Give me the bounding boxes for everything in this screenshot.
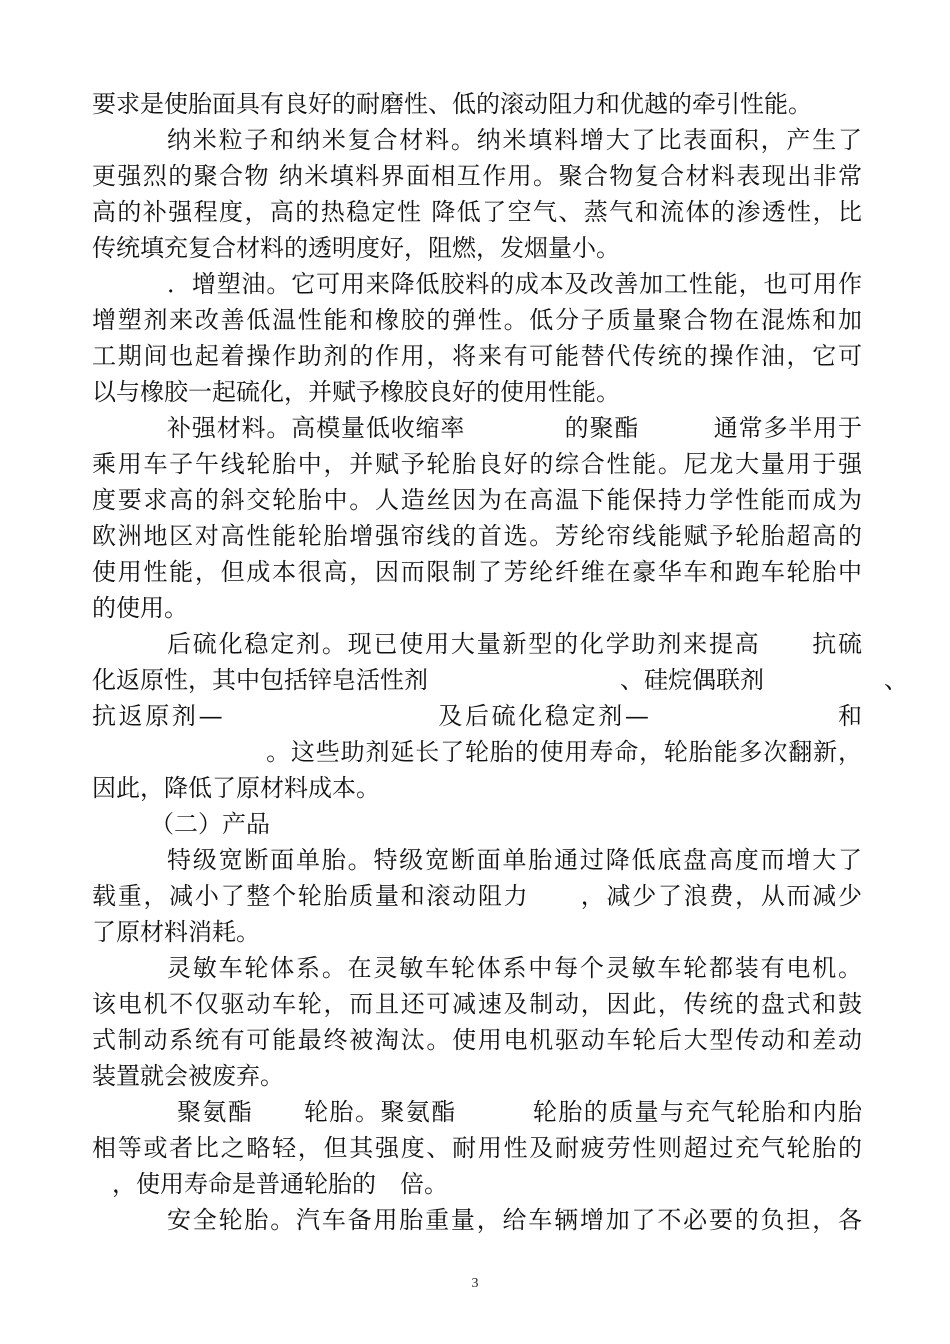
text-line: 以与橡胶一起硫化，并赋予橡胶良好的使用性能。 [92,378,620,406]
text-line: 装置就会被废弃。 [92,1062,284,1090]
text-line: 补强材料。高模量低收缩率 的聚酯 通常多半用于 [167,414,862,442]
text-line: 纳米粒子和纳米复合材料。纳米填料增大了比表面积，产生了 [167,126,862,154]
text-line: 高的补强程度，高的热稳定性 降低了空气、蒸气和流体的渗透性，比 [92,198,862,226]
text-line: 工期间也起着操作助剂的作用，将来有可能替代传统的操作油，它可 [92,342,862,370]
text-line: 特级宽断面单胎。特级宽断面单胎通过降低底盘高度而增大了 [167,846,862,874]
text-line: 使用性能，但成本很高，因而限制了芳纶纤维在豪华车和跑车轮胎中 [92,558,862,586]
text-line: 化返原性，其中包括锌皂活性剂 、硅烷偶联剂 、 [92,666,908,694]
text-line: 因此，降低了原材料成本。 [92,774,380,802]
page-number: 3 [471,1276,479,1291]
text-line: 灵敏车轮体系。在灵敏车轮体系中每个灵敏车轮都装有电机。 [167,954,862,982]
text-line: 要求是使胎面具有良好的耐磨性、低的滚动阻力和优越的牵引性能。 [92,90,812,118]
text-line: 安全轮胎。汽车备用胎重量，给车辆增加了不必要的负担，各 [167,1206,862,1234]
text-line: 的使用。 [92,594,188,622]
text-line: 欧洲地区对高性能轮胎增强帘线的首选。芳纶帘线能赋予轮胎超高的 [92,522,862,550]
text-line: 相等或者比之略轻，但其强度、耐用性及耐疲劳性则超过充气轮胎的 [92,1134,862,1162]
text-line: 后硫化稳定剂。现已使用大量新型的化学助剂来提高 抗硫 [167,630,862,658]
text-line: 度要求高的斜交轮胎中。人造丝因为在高温下能保持力学性能而成为 [92,486,862,514]
text-line: ，使用寿命是普通轮胎的 倍。 [112,1170,448,1198]
text-line: 传统填充复合材料的透明度好，阻燃，发烟量小。 [92,234,620,262]
text-line: 了原材料消耗。 [92,918,260,946]
text-line: 式制动系统有可能最终被淘汰。使用电机驱动车轮后大型传动和差动 [92,1026,862,1054]
text-line: 聚氨酯 轮胎。聚氨酯 轮胎的质量与充气轮胎和内胎 [177,1098,862,1126]
text-line: 载重，减小了整个轮胎质量和滚动阻力 ，减少了浪费，从而减少 [92,882,862,910]
text-line: 更强烈的聚合物 纳米填料界面相互作用。聚合物复合材料表现出非常 [92,162,862,190]
text-line: 增塑剂来改善低温性能和橡胶的弹性。低分子质量聚合物在混炼和加 [92,306,862,334]
text-line: 乘用车子午线轮胎中，并赋予轮胎良好的综合性能。尼龙大量用于强 [92,450,862,478]
text-line: 抗返原剂— 及后硫化稳定剂— 和 [92,702,862,730]
text-line: 该电机不仅驱动车轮，而且还可减速及制动，因此，传统的盘式和鼓 [92,990,862,1018]
section-heading: （二）产品 [150,810,270,838]
text-line: 。这些助剂延长了轮胎的使用寿命，轮胎能多次翻新， [92,738,862,766]
text-line: ．增塑油。它可用来降低胶料的成本及改善加工性能，也可用作 [167,270,862,298]
